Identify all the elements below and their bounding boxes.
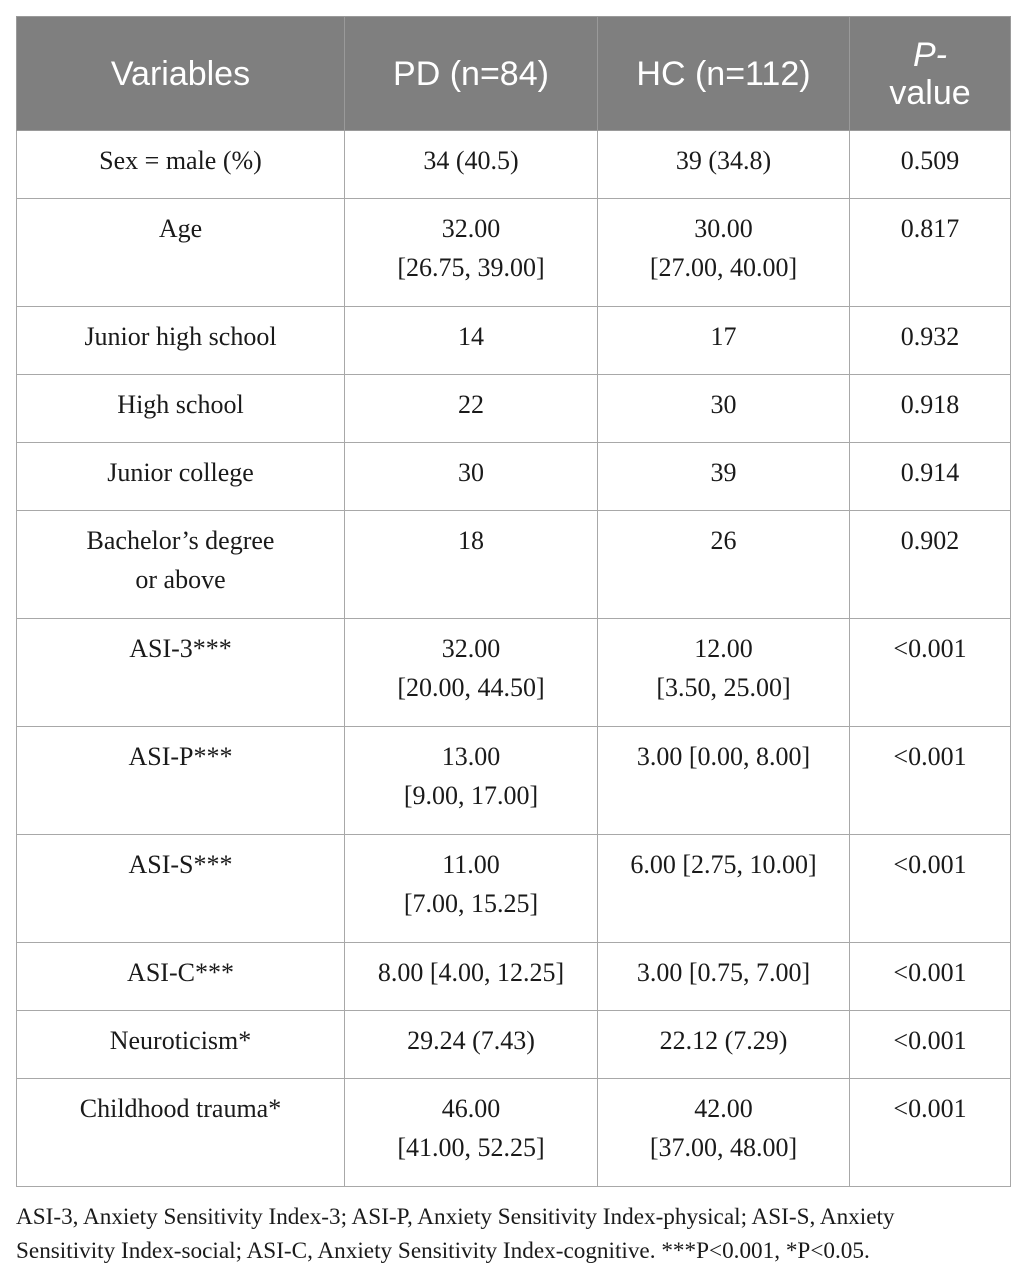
header-p-value bbox=[850, 17, 1011, 131]
footnote-line-1: ASI-3, Anxiety Sensitivity Index-3; ASI-P, Anxiety Sensitivity Index-physical; ASI-S, Anxiety bbox=[16, 1204, 895, 1230]
cell-hc bbox=[598, 307, 850, 375]
cell-pd-line: 32.00 bbox=[441, 634, 501, 663]
cell-p-value: <0.001 bbox=[850, 619, 1011, 727]
table-header-row bbox=[17, 17, 1011, 131]
cell-pd-line: 32.00 bbox=[441, 214, 501, 243]
cell-p-value: <0.001 bbox=[850, 1011, 1011, 1079]
cell-pd bbox=[345, 1079, 598, 1187]
cell-pd-line: 30 bbox=[458, 458, 484, 487]
cell-hc bbox=[598, 131, 850, 199]
cell-hc bbox=[598, 943, 850, 1011]
cell-hc bbox=[598, 727, 850, 835]
cell-hc bbox=[598, 443, 850, 511]
cell-hc-line: [27.00, 40.00] bbox=[649, 253, 798, 282]
cell-hc bbox=[598, 835, 850, 943]
cell-variable: ASI-C*** bbox=[17, 943, 345, 1011]
cell-variable: Sex = male (%) bbox=[17, 131, 345, 199]
cell-hc bbox=[598, 511, 850, 619]
cell-hc-line: 22.12 (7.29) bbox=[659, 1026, 788, 1055]
cell-pd bbox=[345, 835, 598, 943]
cell-hc bbox=[598, 619, 850, 727]
cell-hc-line: 3.00 [0.00, 8.00] bbox=[636, 742, 811, 771]
cell-variable: Junior high school bbox=[17, 307, 345, 375]
cell-p-value: 0.509 bbox=[850, 131, 1011, 199]
cell-p-value: 0.914 bbox=[850, 443, 1011, 511]
footnote-line-2: Sensitivity Index-social; ASI-C, Anxiety Sensitivity Index-cognitive. ***P<0.001, *P<0.05. bbox=[16, 1238, 870, 1264]
cell-hc-line: 3.00 [0.75, 7.00] bbox=[636, 958, 811, 987]
cell-p-value: <0.001 bbox=[850, 1079, 1011, 1187]
cell-p-value: <0.001 bbox=[850, 835, 1011, 943]
header-variables: Variables bbox=[17, 17, 345, 131]
cell-pd-line: 46.00 bbox=[441, 1094, 501, 1123]
cell-hc-line: 26 bbox=[710, 526, 737, 555]
table-row bbox=[17, 307, 1011, 375]
table-row bbox=[17, 943, 1011, 1011]
cell-p-value: 0.817 bbox=[850, 199, 1011, 307]
cell-hc-line: 17 bbox=[710, 322, 737, 351]
cell-pd bbox=[345, 619, 598, 727]
cell-hc-line: 6.00 [2.75, 10.00] bbox=[630, 850, 817, 879]
table-row bbox=[17, 199, 1011, 307]
cell-pd-line: [20.00, 44.50] bbox=[397, 673, 545, 702]
cell-p-value: 0.918 bbox=[850, 375, 1011, 443]
cell-variable: ASI-3*** bbox=[17, 619, 345, 727]
table-row bbox=[17, 511, 1011, 619]
cell-pd-line: [26.75, 39.00] bbox=[397, 253, 545, 282]
table-row bbox=[17, 375, 1011, 443]
cell-hc bbox=[598, 1079, 850, 1187]
cell-pd bbox=[345, 199, 598, 307]
cell-variable bbox=[17, 511, 345, 619]
cell-pd-line: 34 (40.5) bbox=[423, 146, 519, 175]
cell-variable-line: or above bbox=[135, 565, 226, 594]
cell-pd-line: 13.00 bbox=[441, 742, 501, 771]
cell-variable: ASI-S*** bbox=[17, 835, 345, 943]
table-row bbox=[17, 727, 1011, 835]
cell-variable-line: Bachelor’s degree bbox=[86, 526, 275, 555]
cell-pd-line: 14 bbox=[458, 322, 484, 351]
table-row bbox=[17, 835, 1011, 943]
cell-variable: Age bbox=[17, 199, 345, 307]
cell-pd bbox=[345, 307, 598, 375]
cell-hc-line: 39 bbox=[710, 458, 737, 487]
cell-p-value: <0.001 bbox=[850, 727, 1011, 835]
header-pd: PD (n=84) bbox=[345, 17, 598, 131]
cell-hc-line: 30.00 bbox=[694, 214, 753, 243]
cell-hc-line: 12.00 bbox=[694, 634, 753, 663]
cell-pd-line: 18 bbox=[458, 526, 484, 555]
cell-pd-line: [41.00, 52.25] bbox=[397, 1133, 545, 1162]
cell-p-value: 0.932 bbox=[850, 307, 1011, 375]
cell-pd bbox=[345, 131, 598, 199]
cell-hc-line: 42.00 bbox=[694, 1094, 753, 1123]
cell-pd-line: 11.00 bbox=[442, 850, 500, 879]
cell-pd bbox=[345, 943, 598, 1011]
cell-pd bbox=[345, 443, 598, 511]
cell-hc bbox=[598, 375, 850, 443]
table-row bbox=[17, 619, 1011, 727]
cell-hc-line: 39 (34.8) bbox=[675, 146, 772, 175]
cell-hc-line: 30 bbox=[710, 390, 737, 419]
header-p-rest: value bbox=[889, 73, 971, 112]
cell-pd bbox=[345, 727, 598, 835]
cell-variable: Neuroticism* bbox=[17, 1011, 345, 1079]
table-footnote bbox=[16, 1200, 1016, 1268]
cell-hc-line: [37.00, 48.00] bbox=[649, 1133, 798, 1162]
cell-hc bbox=[598, 1011, 850, 1079]
cell-pd-line: 8.00 [4.00, 12.25] bbox=[377, 958, 565, 987]
cell-p-value: 0.902 bbox=[850, 511, 1011, 619]
cell-p-value: <0.001 bbox=[850, 943, 1011, 1011]
cell-hc bbox=[598, 199, 850, 307]
table-body bbox=[17, 131, 1011, 1187]
cell-variable: High school bbox=[17, 375, 345, 443]
table-row bbox=[17, 443, 1011, 511]
cell-hc-line: [3.50, 25.00] bbox=[656, 673, 791, 702]
table-row bbox=[17, 1079, 1011, 1187]
cell-variable: ASI-P*** bbox=[17, 727, 345, 835]
table-row bbox=[17, 131, 1011, 199]
cell-variable: Childhood trauma* bbox=[17, 1079, 345, 1187]
cell-pd-line: [9.00, 17.00] bbox=[403, 781, 539, 810]
cell-variable: Junior college bbox=[17, 443, 345, 511]
cell-pd bbox=[345, 511, 598, 619]
demographics-table bbox=[16, 16, 1011, 1187]
cell-pd-line: 29.24 (7.43) bbox=[407, 1026, 535, 1055]
cell-pd bbox=[345, 1011, 598, 1079]
header-hc: HC (n=112) bbox=[598, 17, 850, 131]
cell-pd-line: [7.00, 15.25] bbox=[403, 889, 539, 918]
header-p-italic: P- bbox=[913, 35, 947, 74]
cell-pd-line: 22 bbox=[458, 390, 484, 419]
cell-pd bbox=[345, 375, 598, 443]
table-row bbox=[17, 1011, 1011, 1079]
